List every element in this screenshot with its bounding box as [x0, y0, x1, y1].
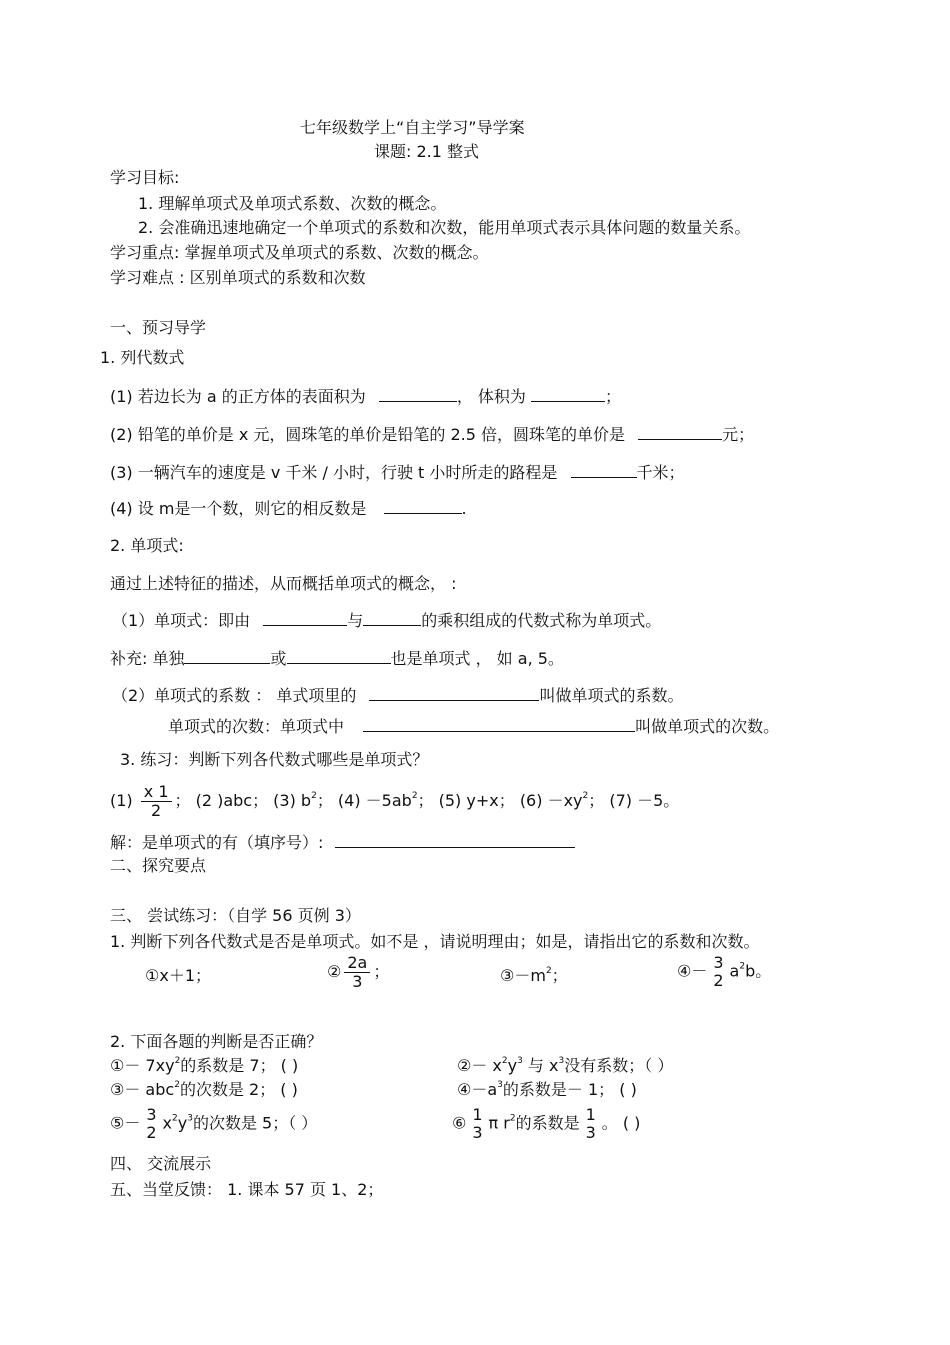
- definition-1: [112, 610, 661, 631]
- exponent: 3: [517, 1056, 523, 1066]
- q4-text-b: .: [461, 499, 467, 518]
- judgement-4: [457, 1080, 637, 1100]
- goal-item-1: 1. 理解单项式及单项式系数、次数的概念。: [138, 194, 447, 213]
- answer-blank[interactable]: [287, 648, 391, 664]
- q1-text-a: (1) 若边长为 a 的正方体的表面积为: [110, 387, 366, 406]
- ex-label-1: (1): [110, 791, 133, 810]
- fraction-numerator: 3: [146, 1105, 157, 1124]
- difficulty: 学习难点 : 区别单项式的系数和次数: [110, 268, 366, 287]
- subsection-2: 2. 单项式:: [110, 536, 184, 555]
- question-2: [110, 424, 754, 445]
- answer-blank[interactable]: [363, 716, 635, 732]
- exponent: 2: [545, 966, 552, 976]
- exponent: 3: [497, 1080, 503, 1090]
- def2-text-b: 叫做单项式的系数。: [539, 686, 684, 705]
- option-2: [327, 954, 389, 991]
- j1-text-a: ①－ 7xy: [110, 1056, 175, 1075]
- judgement-3: [110, 1080, 298, 1100]
- option-4-suffix: b。: [745, 961, 772, 981]
- j6-text-b: 的系数是: [515, 1113, 580, 1133]
- answer-blank[interactable]: [638, 424, 722, 440]
- j6-text-c: 。 ( ): [601, 1113, 641, 1133]
- subsection-3: 3. 练习：判断下列各代数式哪些是单项式？: [120, 750, 429, 769]
- option-1: ①x＋1；: [145, 966, 211, 985]
- j5-text-b: 的次数是 5；（ ）: [192, 1113, 318, 1133]
- definition-2: [112, 685, 683, 706]
- answer-blank[interactable]: [384, 498, 462, 514]
- exponent: 2: [174, 1080, 180, 1090]
- def1-text-c: 的乘积组成的代数式称为单项式。: [421, 611, 662, 630]
- lesson-subject: 课题: 2.1 整式: [374, 142, 480, 161]
- j4-text-b: 的系数是－ 1； ( ): [502, 1080, 637, 1099]
- fraction-numerator: x 1: [141, 783, 172, 802]
- j5-text-a: ⑤－: [110, 1113, 141, 1133]
- answer-blank[interactable]: [335, 832, 575, 848]
- q2-text-a: (2) 铅笔的单价是 x 元，圆珠笔的单价是铅笔的 2.5 倍，圆珠笔的单价是: [110, 425, 626, 444]
- j1-text-b: 的系数是 7； ( ): [180, 1056, 299, 1075]
- answer-line: [110, 832, 575, 853]
- j4-text-a: ④－a: [457, 1080, 498, 1099]
- judgement-5: [110, 1106, 317, 1142]
- fraction-denominator: 2: [713, 971, 724, 990]
- answer-blank[interactable]: [379, 386, 457, 402]
- def1-text-a: （1）单项式：即由: [112, 611, 251, 630]
- judgement-1: [110, 1056, 298, 1076]
- judgement-6: [452, 1106, 640, 1142]
- fraction-numerator: 3: [713, 953, 724, 972]
- option-3: [500, 966, 568, 986]
- section-1-title: 一、预习导学: [110, 318, 207, 337]
- option-4: [677, 954, 771, 990]
- section-4-title: 四、 交流展示: [110, 1154, 212, 1173]
- exponent: 3: [558, 1056, 565, 1066]
- goals-label: 学习目标:: [110, 168, 180, 187]
- def3-text-b: 叫做单项式的次数。: [635, 717, 780, 736]
- fraction-3-over-2: [710, 954, 726, 990]
- j2-text-a: ②－ x: [457, 1056, 502, 1075]
- exponent: 2: [174, 1056, 181, 1066]
- section-5-title: 五、当堂反馈： 1. 课本 57 页 1、2；: [110, 1180, 384, 1199]
- option-3-suffix: ；: [551, 966, 568, 985]
- q4-text-a: (4) 设 m是一个数，则它的相反数是: [110, 499, 367, 518]
- option-2-suffix: ；: [373, 962, 390, 981]
- supp-text-c: 也是单项式 ， 如 a, 5。: [390, 649, 564, 668]
- exponent: 2: [172, 1113, 178, 1124]
- fraction-1-over-3: [469, 1106, 485, 1142]
- q1-text-b: ， 体积为: [456, 387, 526, 406]
- answer-blank[interactable]: [531, 386, 605, 402]
- q3-text-a: (3) 一辆汽车的速度是 v 千米 / 小时，行驶 t 小时所走的路程是: [110, 463, 558, 482]
- fraction-denominator: 3: [585, 1123, 596, 1142]
- j5-var-y: y: [177, 1113, 188, 1133]
- exercise-line: [110, 783, 679, 820]
- option-4-marker: ④－: [677, 961, 708, 981]
- fraction-x-1-over-2: [141, 783, 172, 820]
- j2-text-c: 与 x: [522, 1056, 559, 1075]
- j2-text-d: 没有系数；（ ）: [564, 1056, 674, 1075]
- def2-text-a: （2）单项式的系数 ： 单式项里的: [112, 686, 357, 705]
- fraction-denominator: 2: [151, 801, 162, 820]
- answer-label: 解：是单项式的有（填序号）:: [110, 833, 324, 852]
- exponent: 2: [311, 791, 317, 801]
- ex-text-2: ； (2 )abc； (3) b: [174, 791, 312, 810]
- section-3-question-1: 1. 判断下列各代数式是否是单项式。如不是 ，请说明理由；如是，请指出它的系数和次数。: [110, 932, 760, 951]
- q3-text-b: 千米；: [636, 463, 685, 482]
- supp-text-b: 或: [270, 649, 287, 668]
- fraction-denominator: 2: [146, 1123, 157, 1142]
- q2-text-b: 元；: [722, 425, 755, 444]
- ex-text-3: ； (4) －5ab: [316, 791, 412, 810]
- exponent: 3: [187, 1113, 193, 1124]
- answer-blank[interactable]: [263, 610, 347, 626]
- answer-blank[interactable]: [571, 462, 637, 478]
- ex-text-5: ； (7) －5。: [588, 791, 680, 810]
- fraction-1-over-3: [583, 1106, 599, 1142]
- question-3: [110, 462, 685, 483]
- page-title: 七年级数学上“自主学习”导学案: [300, 118, 525, 137]
- fraction-2a-over-3: [344, 954, 370, 991]
- j6-pi-r: π r: [488, 1113, 510, 1133]
- section-3-question-2: 2. 下面各题的判断是否正确？: [110, 1032, 323, 1051]
- fraction-denominator: 3: [352, 972, 363, 991]
- answer-blank[interactable]: [184, 648, 270, 664]
- subsection-1: 1. 列代数式: [100, 348, 185, 367]
- exponent: 2: [411, 791, 418, 801]
- definition-3: [168, 716, 779, 737]
- section-3-title: 三、 尝试练习：（自学 56 页例 3）: [110, 906, 361, 925]
- q1-text-c: ；: [605, 387, 622, 406]
- option-4-var-a: a: [729, 961, 740, 981]
- supp-text-a: 补充: 单独: [110, 649, 185, 668]
- fraction-numerator: 1: [585, 1105, 596, 1124]
- answer-blank[interactable]: [369, 685, 539, 701]
- exponent: 2: [739, 961, 746, 972]
- question-4: [110, 498, 467, 519]
- section-2-title: 二、探究要点: [110, 856, 207, 875]
- goal-item-2: 2. 会准确迅速地确定一个单项式的系数和次数，能用单项式表示具体问题的数量关系。: [138, 218, 751, 237]
- def1-text-b: 与: [347, 611, 364, 630]
- question-1: [110, 386, 621, 407]
- judgement-2: [457, 1056, 673, 1076]
- exponent: 2: [582, 791, 589, 801]
- fraction-denominator: 3: [472, 1123, 483, 1142]
- fraction-numerator: 1: [472, 1105, 483, 1124]
- fraction-3-over-2: [143, 1106, 159, 1142]
- exponent: 2: [501, 1056, 508, 1066]
- answer-blank[interactable]: [363, 610, 421, 626]
- j6-text-a: ⑥: [452, 1113, 467, 1133]
- option-3-text: ③－m: [500, 966, 546, 985]
- j5-var-x: x: [162, 1113, 173, 1133]
- j2-text-b: y: [507, 1056, 518, 1075]
- exponent: 2: [509, 1113, 516, 1124]
- supplement: [110, 648, 564, 669]
- ex-text-4: ； (5) y+x； (6) －xy: [417, 791, 583, 810]
- j3-text-a: ③－ abc: [110, 1080, 175, 1099]
- def3-text-a: 单项式的次数：单项式中: [168, 717, 345, 736]
- concept-description: 通过上述特征的描述，从而概括单项式的概念， :: [110, 574, 457, 593]
- option-2-marker: ②: [327, 962, 342, 981]
- fraction-numerator: 2a: [344, 954, 370, 973]
- key-point: 学习重点: 掌握单项式及单项式的系数、次数的概念。: [110, 243, 489, 262]
- j3-text-b: 的次数是 2； ( ): [179, 1080, 298, 1099]
